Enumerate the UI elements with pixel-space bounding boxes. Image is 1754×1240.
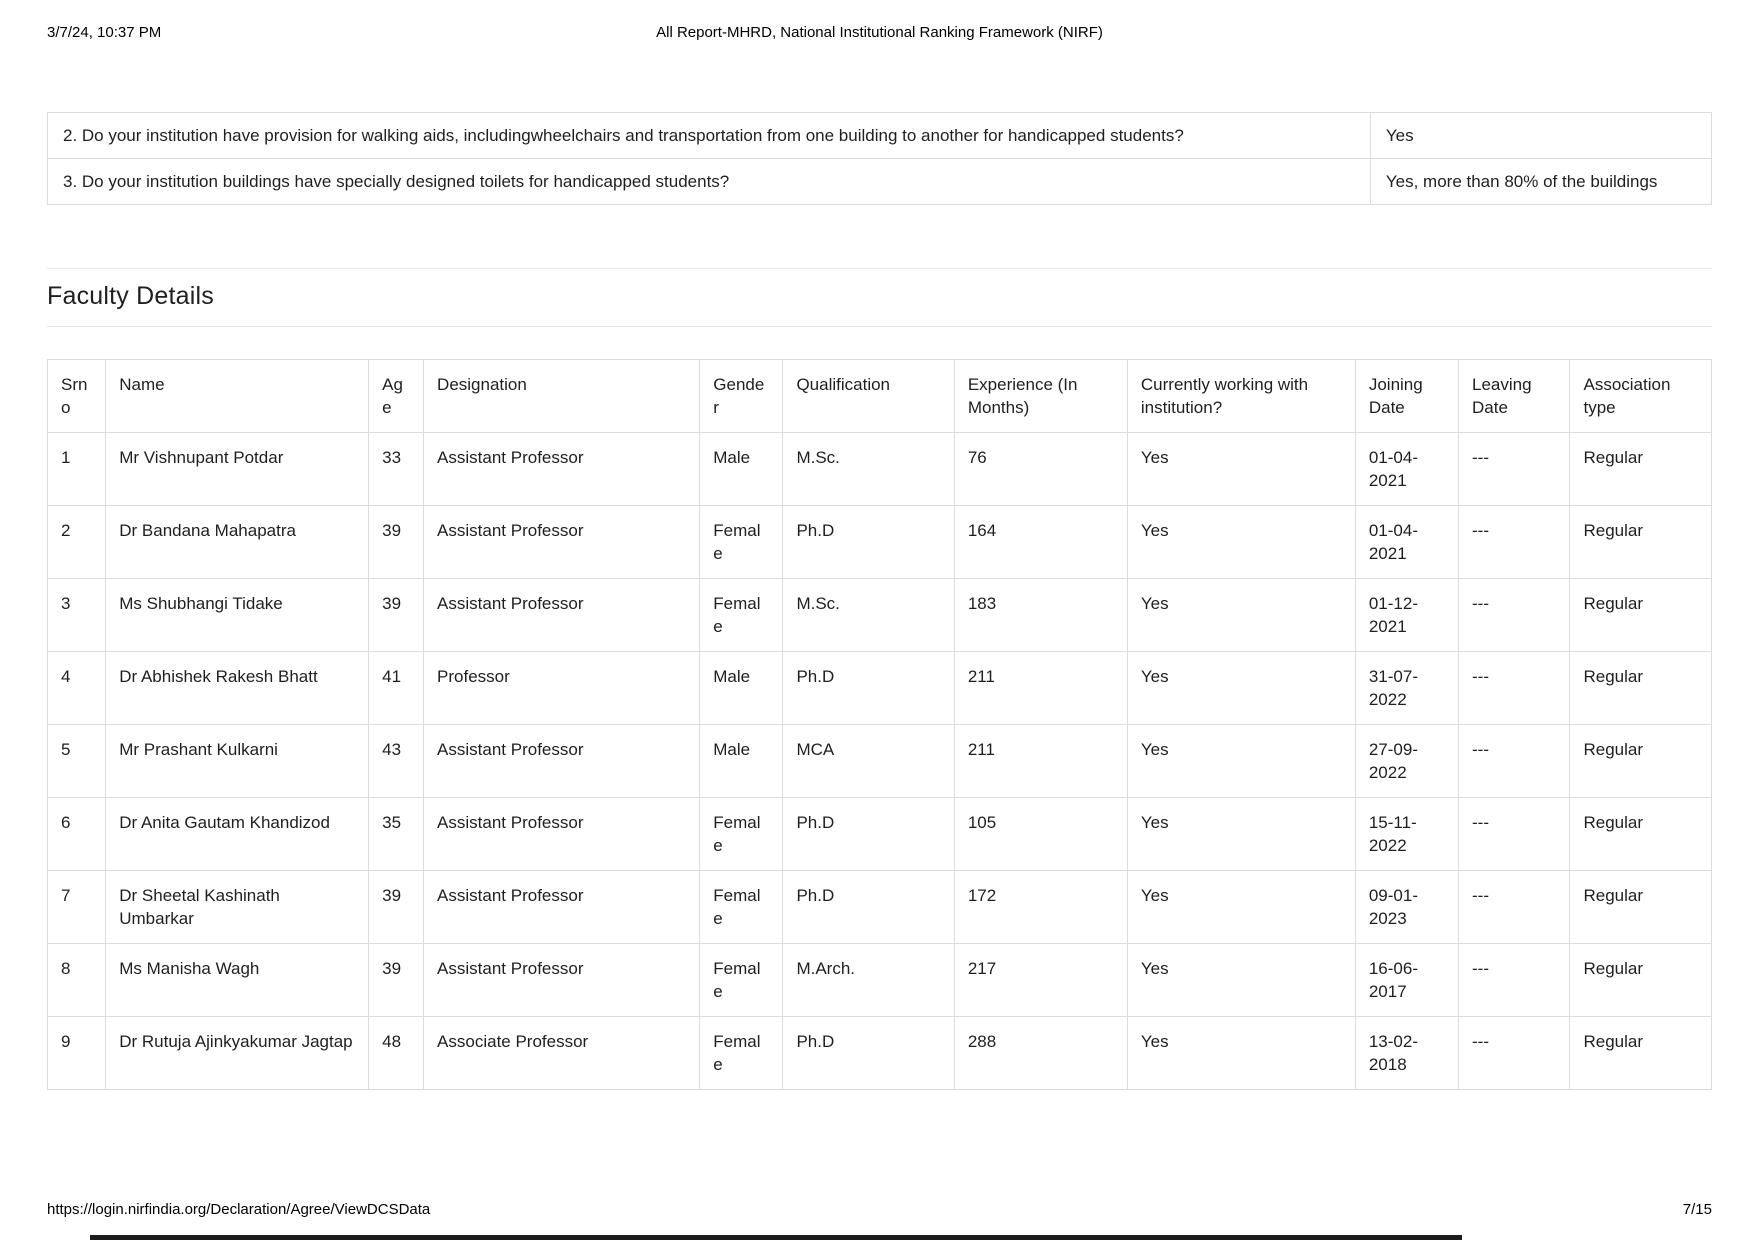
cell-leaving-date: ---: [1459, 798, 1570, 871]
column-header-name: Name: [106, 360, 369, 433]
column-header-srno: Srno: [48, 360, 106, 433]
cell-experience: 164: [954, 506, 1127, 579]
question-cell: 2. Do your institution have provision for walking aids, includingwheelchairs and transportation from one building to another for handicapped students?: [48, 113, 1371, 159]
cell-joining-date: 01-04-2021: [1355, 433, 1458, 506]
cell-qualification: M.Sc.: [783, 579, 954, 652]
cell-designation: Assistant Professor: [424, 579, 700, 652]
cell-qualification: Ph.D: [783, 652, 954, 725]
cell-name: Dr Anita Gautam Khandizod: [106, 798, 369, 871]
cell-designation: Assistant Professor: [424, 944, 700, 1017]
cell-age: 39: [369, 579, 424, 652]
answer-cell: Yes, more than 80% of the buildings: [1370, 159, 1711, 205]
cell-experience: 183: [954, 579, 1127, 652]
question-row: [48, 159, 1712, 205]
accessibility-questions-table: [47, 112, 1712, 205]
cell-leaving-date: ---: [1459, 579, 1570, 652]
answer-cell: Yes: [1370, 113, 1711, 159]
cell-experience: 105: [954, 798, 1127, 871]
cell-leaving-date: ---: [1459, 1017, 1570, 1090]
faculty-row: [48, 871, 1712, 944]
cell-qualification: Ph.D: [783, 871, 954, 944]
cell-joining-date: 27-09-2022: [1355, 725, 1458, 798]
cell-association-type: Regular: [1570, 1017, 1712, 1090]
column-header-gender: Gender: [700, 360, 783, 433]
cell-name: Ms Shubhangi Tidake: [106, 579, 369, 652]
column-header-experience: Experience (In Months): [954, 360, 1127, 433]
cell-srno: 3: [48, 579, 106, 652]
section-title: Faculty Details: [47, 282, 214, 310]
faculty-details-table: [47, 359, 1712, 1090]
column-header-currently-working: Currently working with institution?: [1127, 360, 1355, 433]
page-content: [47, 0, 1712, 1090]
cell-srno: 8: [48, 944, 106, 1017]
cell-designation: Assistant Professor: [424, 725, 700, 798]
question-cell: 3. Do your institution buildings have specially designed toilets for handicapped students?: [48, 159, 1371, 205]
cell-designation: Assistant Professor: [424, 506, 700, 579]
cell-name: Dr Sheetal Kashinath Umbarkar: [106, 871, 369, 944]
cell-association-type: Regular: [1570, 579, 1712, 652]
cell-association-type: Regular: [1570, 944, 1712, 1017]
cell-age: 48: [369, 1017, 424, 1090]
cell-currently-working: Yes: [1127, 944, 1355, 1017]
cell-designation: Associate Professor: [424, 1017, 700, 1090]
cell-qualification: MCA: [783, 725, 954, 798]
cell-qualification: Ph.D: [783, 798, 954, 871]
cell-joining-date: 16-06-2017: [1355, 944, 1458, 1017]
cell-qualification: M.Sc.: [783, 433, 954, 506]
cell-gender: Female: [700, 579, 783, 652]
cell-srno: 5: [48, 725, 106, 798]
print-footer: [47, 1201, 1712, 1218]
footer-url: https://login.nirfindia.org/Declaration/Agree/ViewDCSData: [47, 1201, 431, 1218]
accessibility-questions-body: [48, 113, 1712, 205]
cell-designation: Assistant Professor: [424, 871, 700, 944]
faculty-header-row: [48, 360, 1712, 433]
cell-currently-working: Yes: [1127, 433, 1355, 506]
document-title: All Report-MHRD, National Institutional Ranking Framework (NIRF): [656, 24, 1103, 41]
cell-leaving-date: ---: [1459, 725, 1570, 798]
question-row: [48, 113, 1712, 159]
cell-srno: 1: [48, 433, 106, 506]
cell-experience: 172: [954, 871, 1127, 944]
faculty-row: [48, 579, 1712, 652]
cell-currently-working: Yes: [1127, 798, 1355, 871]
cell-joining-date: 01-12-2021: [1355, 579, 1458, 652]
section-divider-top: [47, 268, 1712, 269]
cell-experience: 217: [954, 944, 1127, 1017]
column-header-qualification: Qualification: [783, 360, 954, 433]
footer-page-number: 7/15: [1682, 1201, 1712, 1218]
faculty-row: [48, 725, 1712, 798]
cell-age: 41: [369, 652, 424, 725]
cell-association-type: Regular: [1570, 871, 1712, 944]
window-bottom-edge: [90, 1235, 1462, 1240]
cell-association-type: Regular: [1570, 798, 1712, 871]
cell-experience: 76: [954, 433, 1127, 506]
cell-joining-date: 01-04-2021: [1355, 506, 1458, 579]
cell-age: 39: [369, 871, 424, 944]
cell-name: Mr Prashant Kulkarni: [106, 725, 369, 798]
cell-designation: Assistant Professor: [424, 433, 700, 506]
cell-gender: Female: [700, 871, 783, 944]
cell-leaving-date: ---: [1459, 433, 1570, 506]
cell-leaving-date: ---: [1459, 506, 1570, 579]
cell-leaving-date: ---: [1459, 652, 1570, 725]
cell-srno: 7: [48, 871, 106, 944]
cell-designation: Professor: [424, 652, 700, 725]
cell-gender: Female: [700, 798, 783, 871]
cell-leaving-date: ---: [1459, 944, 1570, 1017]
cell-gender: Female: [700, 1017, 783, 1090]
cell-association-type: Regular: [1570, 433, 1712, 506]
faculty-row: [48, 944, 1712, 1017]
cell-experience: 211: [954, 652, 1127, 725]
cell-name: Ms Manisha Wagh: [106, 944, 369, 1017]
section-divider-bottom: [47, 326, 1712, 327]
cell-currently-working: Yes: [1127, 506, 1355, 579]
cell-qualification: Ph.D: [783, 506, 954, 579]
column-header-leaving-date: Leaving Date: [1459, 360, 1570, 433]
cell-srno: 9: [48, 1017, 106, 1090]
cell-designation: Assistant Professor: [424, 798, 700, 871]
cell-name: Dr Bandana Mahapatra: [106, 506, 369, 579]
cell-gender: Male: [700, 652, 783, 725]
cell-experience: 211: [954, 725, 1127, 798]
column-header-joining-date: Joining Date: [1355, 360, 1458, 433]
faculty-row: [48, 506, 1712, 579]
cell-age: 33: [369, 433, 424, 506]
cell-age: 39: [369, 944, 424, 1017]
faculty-row: [48, 433, 1712, 506]
faculty-table-body: [48, 433, 1712, 1090]
cell-association-type: Regular: [1570, 725, 1712, 798]
cell-gender: Female: [700, 506, 783, 579]
cell-name: Dr Abhishek Rakesh Bhatt: [106, 652, 369, 725]
faculty-row: [48, 652, 1712, 725]
cell-experience: 288: [954, 1017, 1127, 1090]
cell-joining-date: 13-02-2018: [1355, 1017, 1458, 1090]
cell-gender: Male: [700, 433, 783, 506]
cell-currently-working: Yes: [1127, 1017, 1355, 1090]
cell-gender: Female: [700, 944, 783, 1017]
cell-leaving-date: ---: [1459, 871, 1570, 944]
cell-srno: 2: [48, 506, 106, 579]
column-header-age: Age: [369, 360, 424, 433]
column-header-association-type: Association type: [1570, 360, 1712, 433]
cell-currently-working: Yes: [1127, 579, 1355, 652]
column-header-designation: Designation: [424, 360, 700, 433]
cell-age: 43: [369, 725, 424, 798]
cell-qualification: M.Arch.: [783, 944, 954, 1017]
cell-name: Mr Vishnupant Potdar: [106, 433, 369, 506]
cell-association-type: Regular: [1570, 506, 1712, 579]
cell-currently-working: Yes: [1127, 871, 1355, 944]
cell-joining-date: 31-07-2022: [1355, 652, 1458, 725]
faculty-table-head: [48, 360, 1712, 433]
cell-currently-working: Yes: [1127, 652, 1355, 725]
cell-age: 39: [369, 506, 424, 579]
faculty-row: [48, 798, 1712, 871]
cell-gender: Male: [700, 725, 783, 798]
cell-joining-date: 09-01-2023: [1355, 871, 1458, 944]
cell-srno: 4: [48, 652, 106, 725]
print-datetime: 3/7/24, 10:37 PM: [47, 24, 162, 41]
cell-age: 35: [369, 798, 424, 871]
cell-joining-date: 15-11-2022: [1355, 798, 1458, 871]
cell-name: Dr Rutuja Ajinkyakumar Jagtap: [106, 1017, 369, 1090]
cell-qualification: Ph.D: [783, 1017, 954, 1090]
cell-srno: 6: [48, 798, 106, 871]
faculty-row: [48, 1017, 1712, 1090]
cell-association-type: Regular: [1570, 652, 1712, 725]
cell-currently-working: Yes: [1127, 725, 1355, 798]
